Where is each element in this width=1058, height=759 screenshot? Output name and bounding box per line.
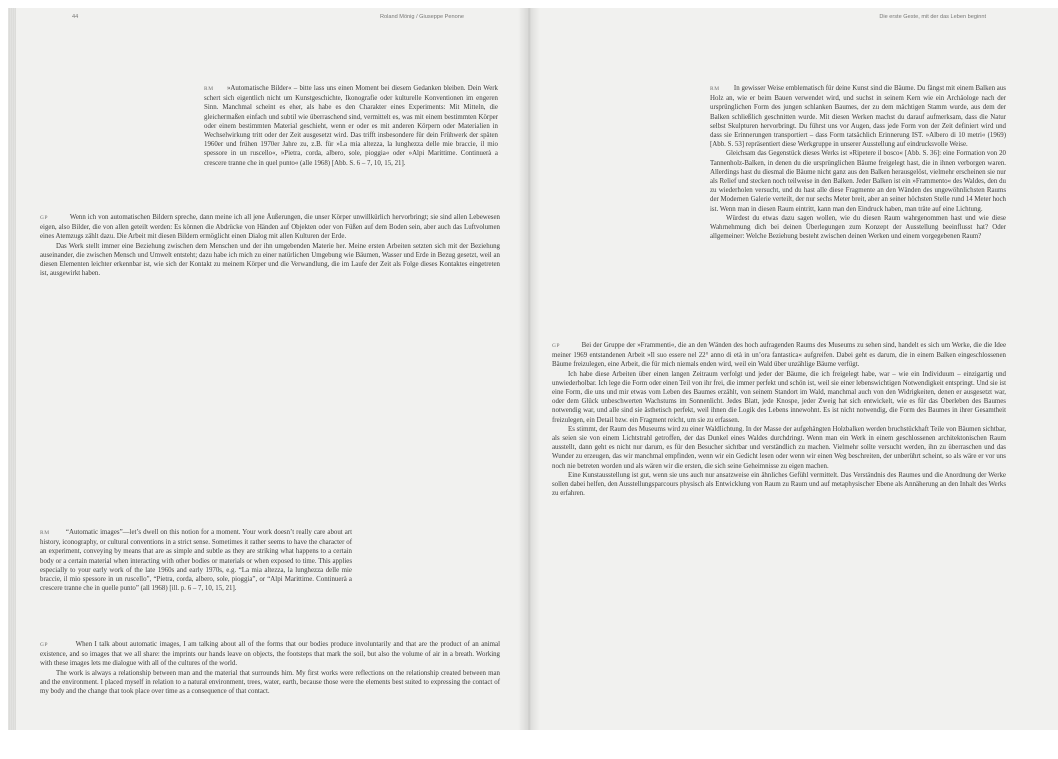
speaker-label: GP <box>552 343 561 349</box>
paragraph: Das Werk stellt immer eine Beziehung zwischen dem Menschen und der ihn umgebenden Materie her. Meine ersten Arbeiten setzten sich mit der Beziehung auseinander, die zwischen Mensch und Umwelt entsteht; dazu habe ich mich zu einer natürlichen Umgebung wie Bäumen, Wasser und Erde in Bezug gesetzt, weil an diesen Elementen leichter erkennbar ist, wie sich der Kontakt zu meinem Körper und die Verwandlung, die im Laufe der Zeit als Folge dieses Kontaktes eingetreten ist, ausgewirkt haben. <box>40 242 500 278</box>
speaker-label: RM <box>40 530 50 536</box>
left-gp-answer-en <box>40 640 500 696</box>
paragraph: When I talk about automatic images, I am talking about all of the forms that our bodies produce involuntarily and that are the product of an animal existence, and so images that we all share: the imprints our hands leave on objects, the footsteps that mark the soil, but also the volume of air in a breath. Working with these images lets me dialogue with all of the cultures of the world. <box>40 641 500 668</box>
paragraph: In gewisser Weise emblematisch für deine Kunst sind die Bäume. Du fängst mit einem Balken aus Holz an, wie er beim Bauen verwendet wird, und suchst in seinem Kern wie ein Archäologe nach der ursprünglichen Form des jungen schlanken Baumes, der zu dem mächtigen Stamm wurde, aus dem der Balken schließlich geschnitten wurde. Mit diesen Werken machst du darauf aufmerksam, dass die Natur selbst Skulpturen hervorbringt. Du führst uns vor Augen, dass jede Form von der Zeit definiert wird und dass sie Erinnerungen transportiert – dass Form tatsächlich Erinnerung IST. »Albero di 10 metri« (1969) [Abb. S. 53] repräsentiert diese Werkgruppe in unserer Ausstellung auf eindrucksvolle Weise. <box>710 85 1006 149</box>
speaker-label: GP <box>40 642 49 648</box>
left-rm-question-en <box>40 528 352 593</box>
right-rm-question-de <box>710 84 1006 241</box>
paragraph: Gleichsam das Gegenstück dieses Werks ist »Ripetere il bosco« [Abb. S. 36]: eine Formation von 20 Tannenholz-Balken, in denen du die ursprünglichen Bäume freigelegt hast, die in ihnen verborgen waren. Allerdings hast du diesmal die Bäume nicht ganz aus den Balken herausgelöst, vielmehr erscheinen sie nur als Relief und stecken noch teilweise in den Balken. Jeder Balken ist ein »Frammento« des Waldes, den du zu wiederholen versucht, und du hast alle diese Fragmente an den Wänden des ungewöhnlichsten Raums der Modernen Galerie verteilt, der nur sechs Meter breit, aber an seiner höchsten Stelle rund 14 Meter hoch ist. Wenn man in diesen Raum eintritt, kann man den Eindruck haben, man träte auf eine Lichtung. <box>710 150 1006 213</box>
speaker-label: RM <box>204 86 214 92</box>
paragraph: Bei der Gruppe der »Frammenti«, die an den Wänden des hoch aufragenden Raums des Museums zu sehen sind, handelt es sich um Werke, die die Idee meiner 1969 entstandenen Arbeit »Il suo essere nel 22° anno di età in un’ora fantastica« aufgreifen. Dabei geht es darum, die in einem Balken eingeschlossenen Bäume freizulegen, eine Arbeit, die für mich niemals enden wird, weil ein Wald über unzählige Bäume verfügt. <box>552 342 1006 369</box>
paragraph: Es stimmt, der Raum des Museums wird zu einer Waldlichtung. In der Masse der aufgehängten Holzbalken werden bruchstückhaft Teile von Bäumen sichtbar, als seien sie von einem Lichtstrahl getroffen, der das Dunkel eines Waldes durchdringt. Wenn man ein Werk in einem geschlossenen architektonischen Raum ausstellt, dann geht es nicht nur darum, es für den Besucher sichtbar und verständlich zu machen. Vielmehr sollte versucht werden, ihn zu überraschen und das Wunder zu erzeugen, das wir manchmal empfinden, wenn wir ein Gedicht lesen oder wenn wir einen Weg beschreiten, der unberührt scheint, so als wäre er vor uns noch nie betreten worden und als wären wir die ersten, die sich seine Geheimnisse zu eigen machen. <box>552 425 1006 470</box>
page-edge-stack <box>8 8 16 730</box>
speaker-label: GP <box>40 215 49 221</box>
paragraph: Eine Kunstausstellung ist gut, wenn sie uns auch nur ansatzweise ein ähnliches Gefühl vermittelt. Das Verständnis des Raumes und die Anordnung der Werke sollen dabei helfen, den Ausstellungsparcours physisch als Entwicklung von Raum zu Raum und auf metaphysischer Ebene als Annäherung an den Inhalt des Werks zu erfahren. <box>552 471 1006 498</box>
paragraph: »Automatische Bilder« – bitte lass uns einen Moment bei diesem Gedanken bleiben. Dein Werk schert sich eigentlich nicht um Kunstgeschichte, Ikonografie oder kulturelle Konventionen im engeren Sinn. Manchmal scheint es eher, als habe es den Charakter eines Experiments: Mit Mitteln, die gleichermaßen einfach und subtil wie überraschend sind, vermittelt es, was mit einem bestimmten Körper oder einem bestimmten Material geschieht, wenn er oder es mit anderen Körpern oder Materialien in Wechselwirkung tritt oder der Zeit ausgesetzt wird. Das trifft insbesondere für dein Frühwerk der späten 1960er und frühen 1970er Jahre zu, z.B. für »La mia altezza, la lunghezza delle mie braccie, il mio spessore in un ruscello«, »Pietra, corda, albero, sole, pioggia« oder »Alpi Marittime. Continuerà a crescere tranne che in quel punto« (alle 1968) [Abb. S. 6 – 7, 10, 15, 21]. <box>204 85 498 167</box>
paragraph: Wenn ich von automatischen Bildern spreche, dann meine ich all jene Äußerungen, die unser Körper unwillkürlich hervorbringt; sie sind allen Lebewesen eigen, also Bilder, die von allen geteilt werden: Es können die Abdrücke von Händen auf Objekten oder von Füßen auf dem Boden sein, aber auch das Luftvolumen eines Atemzugs zählt dazu. Die Arbeit mit diesen Bildern ermöglicht einen Dialog mit allen Kulturen der Erde. <box>40 214 500 241</box>
paragraph: “Automatic images”—let’s dwell on this notion for a moment. Your work doesn’t really care about art history, iconography, or cultural conventions in a strict sense. Sometimes it rather seems to have the character of an experiment, conveying by means that are as simple and subtle as they are striking what happens to a certain body or a certain material when interacting with other bodies or materials or when exposed to time. This applies especially to your early work of the late 1960s and early 1970s, e.g. “La mia altezza, la lunghezza delle mie braccie, il mio spessore in un ruscello”, “Pietra, corda, albero, sole, pioggia”, or “Alpi Marittime. Continuerà a crescere tranne che in quelle punto” (all 1968) [ill. p. 6 – 7, 10, 15, 21]. <box>40 529 353 593</box>
paragraph: Ich habe diese Arbeiten über einen langen Zeitraum verfolgt und jeder der Bäume, die ich freigelegt habe, war – wie ein Individuum – einzigartig und unwiederholbar. Ich lege die Form oder einen Teil von ihr frei, die immer perfekt und schön ist, weil sie einer lebenswichtigen Notwendigkeit entspringt. Und sie ist eine Form, die uns und mir etwas vom Leben des Baumes erzählt, von seinem Standort im Wald, manchmal auch von den Widrigkeiten, denen er ausgesetzt war, oder dem Glück unbeschwerten Wachstums im Sonnenlicht. Jedes Blatt, jede Knospe, jeder Zweig hat sich entwickelt, wie es für das Überleben des Baumes notwendig war, und alle sind sie ästhetisch perfekt, weil ihnen die Logik des Lebens innewohnt. Es ist nicht notwendig, die Form des Baumes in ihrer Gesamtheit freizulegen, ein Detail bzw. ein Fragment reicht, um sie zu erfassen. <box>552 370 1006 424</box>
running-head-right: Die erste Geste, mit der das Leben beginnt <box>879 14 986 20</box>
left-rm-question-de <box>204 84 498 168</box>
page-number-left: 44 <box>72 14 79 20</box>
paragraph: The work is always a relationship between man and the material that surrounds him. My first works were reflections on the relationship created between man and the environment. I placed myself in relation to a natural environment, trees, water, earth, because those were the elements best suited to expressing the contact of my body and the change that took place over time as a consequence of that contact. <box>40 669 500 696</box>
running-head-left: Roland Mönig / Giuseppe Penone <box>380 14 464 20</box>
left-gp-answer-de <box>40 213 500 278</box>
speaker-label: RM <box>710 86 720 92</box>
paragraph: Würdest du etwas dazu sagen wollen, wie du diesen Raum wahrgenommen hast und wie diese Wahrnehmung dich bei deinen Überlegungen zum Konzept der Ausstellung beeinflusst hat? Oder allgemeiner: Welche Beziehung besteht zwischen deinen Werken und einem vorgegebenen Raum? <box>710 214 1006 241</box>
right-gp-answer-de <box>552 341 1006 498</box>
book-gutter <box>518 8 540 730</box>
